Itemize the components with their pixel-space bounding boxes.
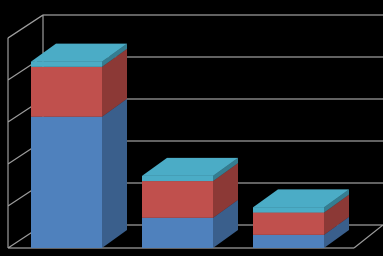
bar-front-c0-s1	[31, 67, 102, 117]
bar-front-c2-s2	[253, 207, 324, 212]
bar-front-c0-s0	[31, 117, 102, 248]
bar-side-c0-s0	[102, 99, 127, 248]
gridline-side-5	[8, 15, 43, 38]
floor-right-edge	[354, 225, 383, 248]
bar-front-c2-s1	[253, 213, 324, 235]
bar-front-c1-s0	[142, 218, 213, 248]
bar-front-c1-s1	[142, 181, 213, 218]
bar-front-c1-s2	[142, 176, 213, 181]
bar-front-c2-s0	[253, 235, 324, 248]
bar-stacks	[31, 44, 349, 248]
bar-front-c0-s2	[31, 62, 102, 67]
